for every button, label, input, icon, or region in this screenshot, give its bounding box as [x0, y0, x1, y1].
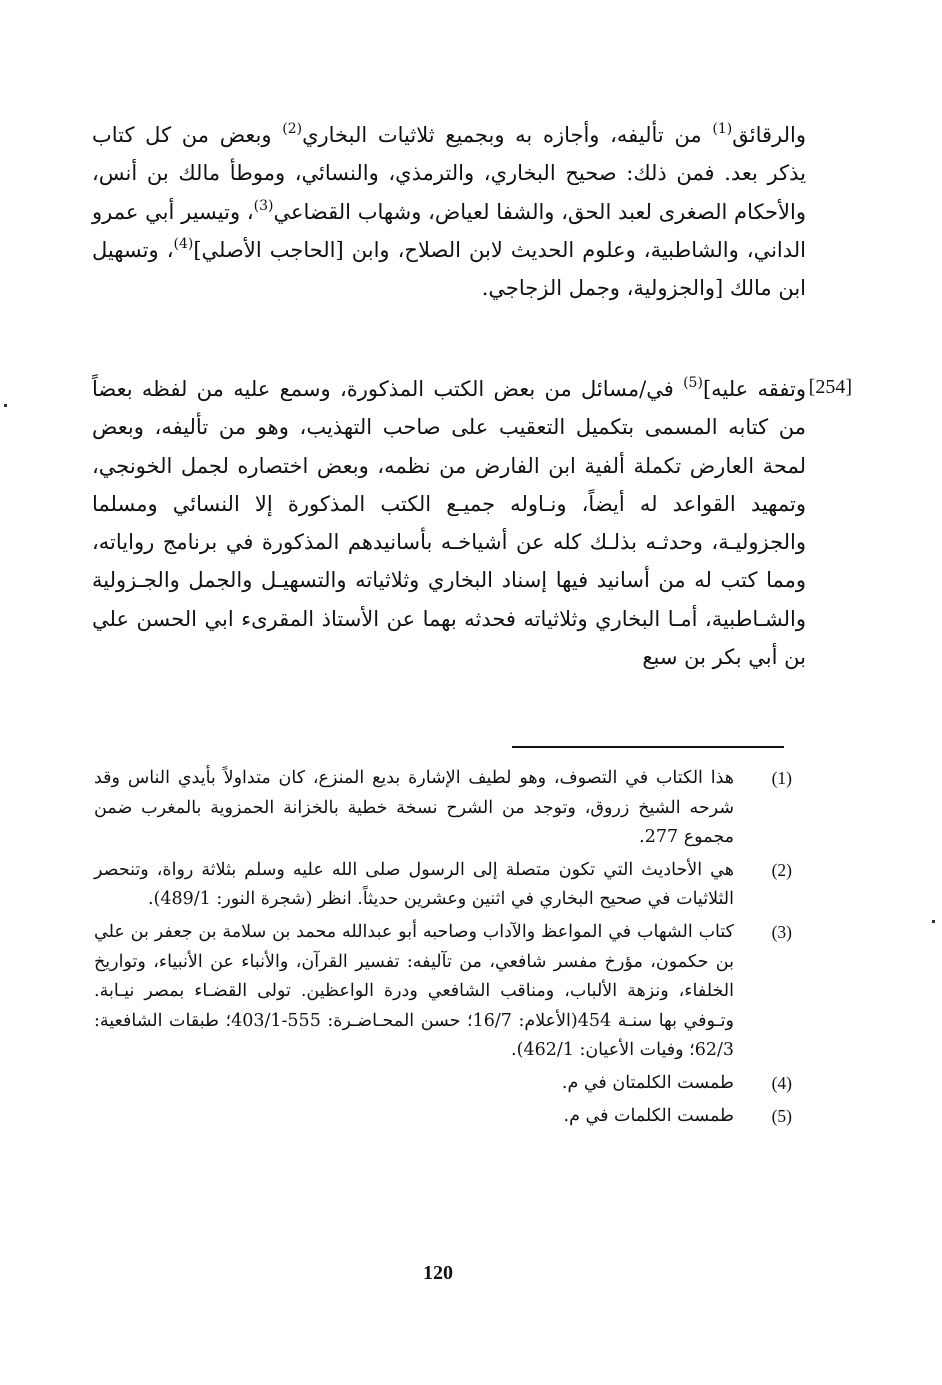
main-paragraph-1 [92, 116, 806, 307]
text-run: والرقائق [732, 123, 806, 147]
footnote-ref-2[interactable]: (2) [282, 121, 303, 137]
footnote-text: هي الأحاديث التي تكون متصلة إلى الرسول صلى الله عليه وسلم بثلاثة رواة، وتنحصر الثلاثيات في صحيح البخاري في اثنين وعشرين حديثاً. انظر (شجرة النور: 489/1). [94, 859, 734, 910]
text-run: وتفقه عليه] [702, 377, 806, 401]
footnote-separator [512, 746, 784, 748]
footnote-number: (5) [771, 1105, 792, 1126]
footnote-number: (4) [771, 1072, 792, 1093]
footnote-text: طمست الكلمتان في م. [561, 1072, 734, 1093]
footnotes [94, 764, 792, 1134]
footnote-number: (2) [771, 859, 792, 880]
footnote-number: (1) [771, 768, 792, 788]
margin-page-marker: [254] [808, 376, 852, 398]
footnote-text: طمست الكلمات في م. [563, 1105, 734, 1126]
page-number: 120 [423, 1262, 453, 1284]
footnote-item [94, 918, 792, 1066]
footnote-ref-3[interactable]: (3) [253, 197, 274, 214]
footnote-ref-1[interactable]: (1) [712, 121, 733, 137]
footnote-ref-5[interactable]: (5) [683, 375, 703, 391]
footnote-item [94, 856, 792, 915]
footnote-item [94, 764, 792, 853]
scan-mark [4, 404, 7, 407]
footnote-item [94, 1102, 792, 1132]
footnote-number: (3) [771, 921, 792, 942]
text-run: من تأليفه، وأجازه به وبجميع ثلاثيات البخاري [302, 123, 713, 147]
text-run: ، وتيسير أبي عمرو الداني، والشاطبية، وعلوم الحديث لابن الصلاح، وابن [الحاجب الأصلي] [92, 199, 807, 262]
text-run: ، وتسهيل ابن مالك [والجزولية، وجمل الزجاجي. [92, 237, 806, 301]
footnote-item [94, 1069, 792, 1099]
footnote-ref-4[interactable]: (4) [173, 235, 194, 252]
footnote-text: هذا الكتاب في التصوف، وهو لطيف الإشارة بديع المنزع، كان متداولاً بأيدي الناس وقد شرحه الشيخ زروق، وتوجد من الشرح نسخة خطية بالخزانة الحمزوية بالمغرب ضمن مجموع 277. [94, 768, 734, 848]
text-run: وبعض من كل كتاب يذكر بعد. فمن ذلك: صحيح البخاري، والترمذي، والنسائي، وموطأ مالك بن أنس، والأحكام الصغرى لعبد الحق، والشفا لعياض، وشهاب القضاعي [92, 123, 806, 224]
scan-mark [932, 920, 935, 923]
footnote-text: كتاب الشهاب في المواعظ والآداب وصاحبه أبو عبدالله محمد بن سلامة بن جعفر بن علي بن حكمون، مؤرخ مفسر شافعي، من تآليفه: تفسير القرآن، والأنباء عن الأنبياء، وتواريخ الخلفاء، ونزهة الألباب، ومناقب الشافعي ودرة الواعظين. تولى القضـاء بمصر نيـابة. وتـوفي بها سنـة 454(الأعلام: 16/7؛ حسن المحـاضـرة: 555-403/1؛ طبقات الشافعية: 62/3؛ وفيات الأعيان: 462/1). [94, 921, 734, 1061]
text-run: في/مسائل من بعض الكتب المذكورة، وسمع عليه من لفظه بعضاً من كتابه المسمى بتكميل التعقيب على صاحب التهذيب، وهو من تأليفه، وبعض لمحة العارض تكملة ألفية ابن الفارض من نظمه، وبعض اختصاره لجمل الخونجي، وتمهيد القواعد له أيضاً، ونـاوله جميـع الكتب المذكورة إلا النسائي ومسلما والجزوليـة، وحدثـه بذلـك كله عن أشياخـه بأسانيدهم المذكورة في برنامج رواياته، ومما كتب له من أسانيد فيها إسناد البخاري وثلاثياته والتسهيـل والجمل والجـزولية والشـاطبية، أمـا البخاري وثلاثياته فحدثه بهما عن الأستاذ المقرىء ابي الحسن علي بن أبي بكر بن سبع [92, 377, 806, 670]
main-paragraph-2 [92, 370, 806, 676]
